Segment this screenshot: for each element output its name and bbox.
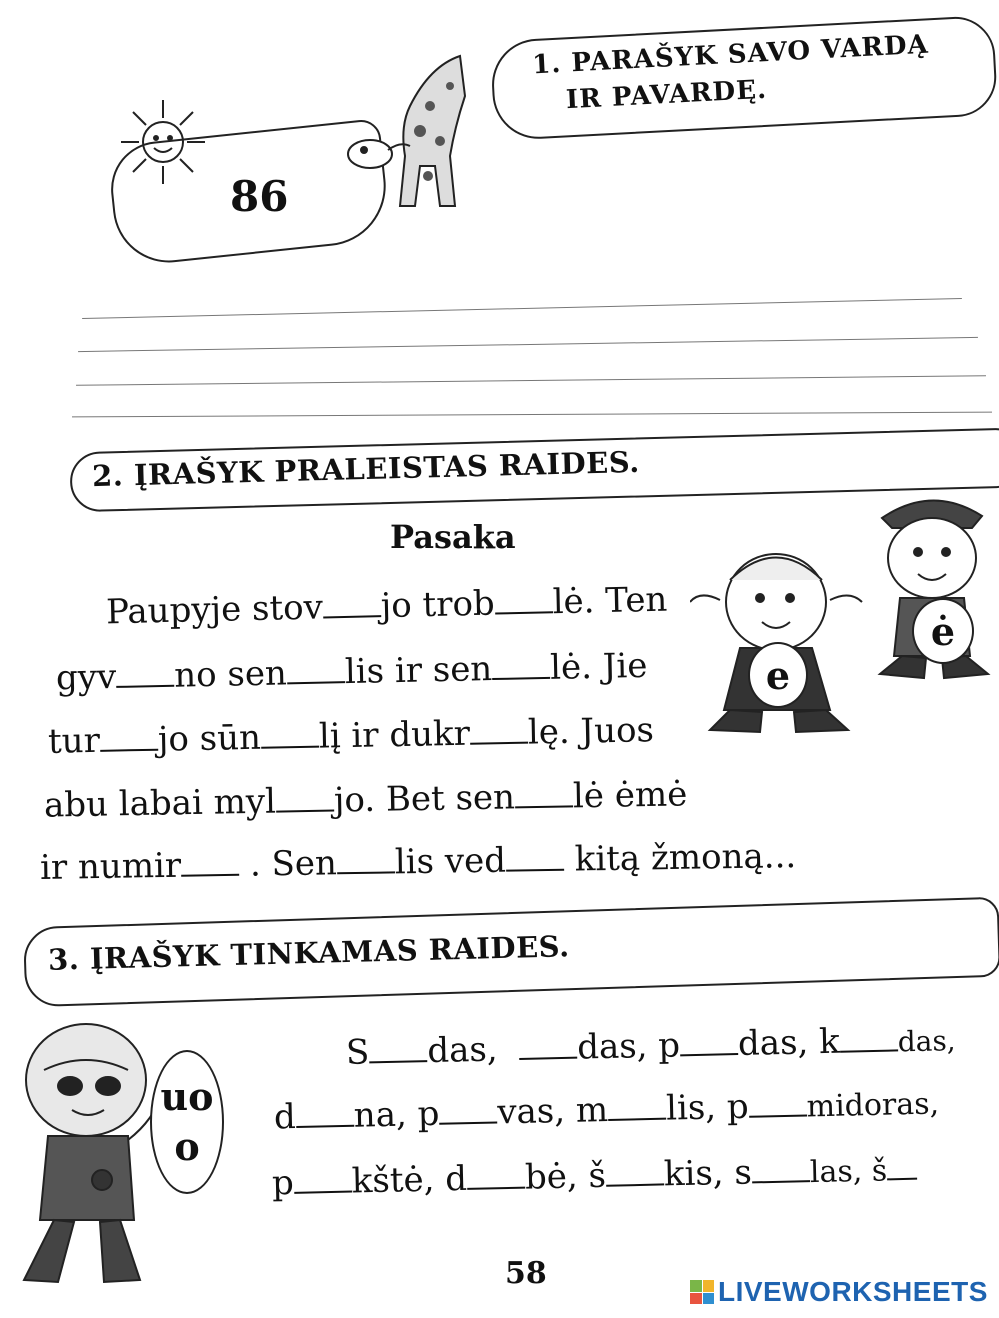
gap-input[interactable] xyxy=(680,1027,739,1056)
gap-input[interactable] xyxy=(276,784,334,813)
gap-input[interactable] xyxy=(116,659,175,688)
task3-title: 3. ĮRAŠYK TINKAMAS RAIDES. xyxy=(47,929,571,977)
vowel-sign-bubble xyxy=(150,1050,224,1194)
vowel-sign-line1: uo xyxy=(160,1074,214,1119)
gap-input[interactable] xyxy=(748,1088,807,1117)
task1-title-line1: 1. PARAŠYK SAVO VARDĄ xyxy=(531,29,930,81)
task1-title-line2: IR PAVARDĘ. xyxy=(565,74,768,116)
gap-input[interactable] xyxy=(608,1092,667,1121)
gap-input[interactable] xyxy=(261,720,320,749)
writing-line[interactable] xyxy=(82,298,962,319)
task3-row-3: p kštė, d bė, š kis, s las, š xyxy=(272,1149,918,1206)
gap-input[interactable] xyxy=(751,1154,810,1183)
story-title: Pasaka xyxy=(390,518,516,556)
gap-input[interactable] xyxy=(494,585,553,614)
task3-row-2: d na, p vas, m lis, p midoras, xyxy=(273,1086,940,1138)
liveworksheets-brand-text: LIVEWORKSHEETS xyxy=(718,1276,988,1307)
task3-row-1: S das, das, p das, k das, xyxy=(345,1021,956,1073)
gap-input[interactable] xyxy=(492,651,551,680)
gap-input[interactable] xyxy=(519,1031,578,1060)
story-line-5: ir numir . Sen lis ved kitą žmoną... xyxy=(39,836,797,888)
gap-input[interactable] xyxy=(293,1165,352,1194)
gap-input[interactable] xyxy=(839,1023,898,1052)
gap-input[interactable] xyxy=(100,723,159,752)
gap-input[interactable] xyxy=(439,1095,498,1124)
boy-character-icon xyxy=(872,488,992,698)
page-number: 58 xyxy=(505,1256,547,1291)
boy-letter-badge: ė xyxy=(912,598,974,664)
gap-input[interactable] xyxy=(287,655,346,684)
task2-title: 2. ĮRAŠYK PRALEISTAS RAIDES. xyxy=(91,444,641,494)
story-line-2: gyv no sen lis ir sen lė. Jie xyxy=(55,645,648,699)
badge-number: 86 xyxy=(230,172,289,221)
story-line-3: tur jo sūn lį ir dukr lę. Juos xyxy=(47,710,655,762)
gap-input[interactable] xyxy=(470,716,529,745)
gap-input[interactable] xyxy=(467,1161,526,1190)
writing-line[interactable] xyxy=(76,375,986,386)
gap-input[interactable] xyxy=(322,589,381,618)
story-line-4: abu labai myl jo. Bet sen lė ėmė xyxy=(43,774,688,826)
gap-input[interactable] xyxy=(181,848,239,877)
gap-input[interactable] xyxy=(887,1152,918,1181)
gap-input[interactable] xyxy=(506,843,564,872)
gap-input[interactable] xyxy=(337,845,395,874)
story-line-1: Paupyje stov jo trob lė. Ten xyxy=(105,579,668,633)
girl-character-icon xyxy=(690,540,865,740)
giraffe-icon xyxy=(340,46,480,216)
girl-letter-badge: e xyxy=(748,642,808,708)
liveworksheets-logo xyxy=(690,1276,988,1308)
vowel-sign-line2: o xyxy=(174,1124,200,1169)
writing-line[interactable] xyxy=(72,412,992,418)
gap-input[interactable] xyxy=(515,779,573,808)
liveworksheets-logo-icon xyxy=(690,1280,714,1304)
writing-line[interactable] xyxy=(78,337,978,352)
gap-input[interactable] xyxy=(369,1034,428,1063)
gap-input[interactable] xyxy=(295,1099,354,1128)
gap-input[interactable] xyxy=(606,1157,665,1186)
